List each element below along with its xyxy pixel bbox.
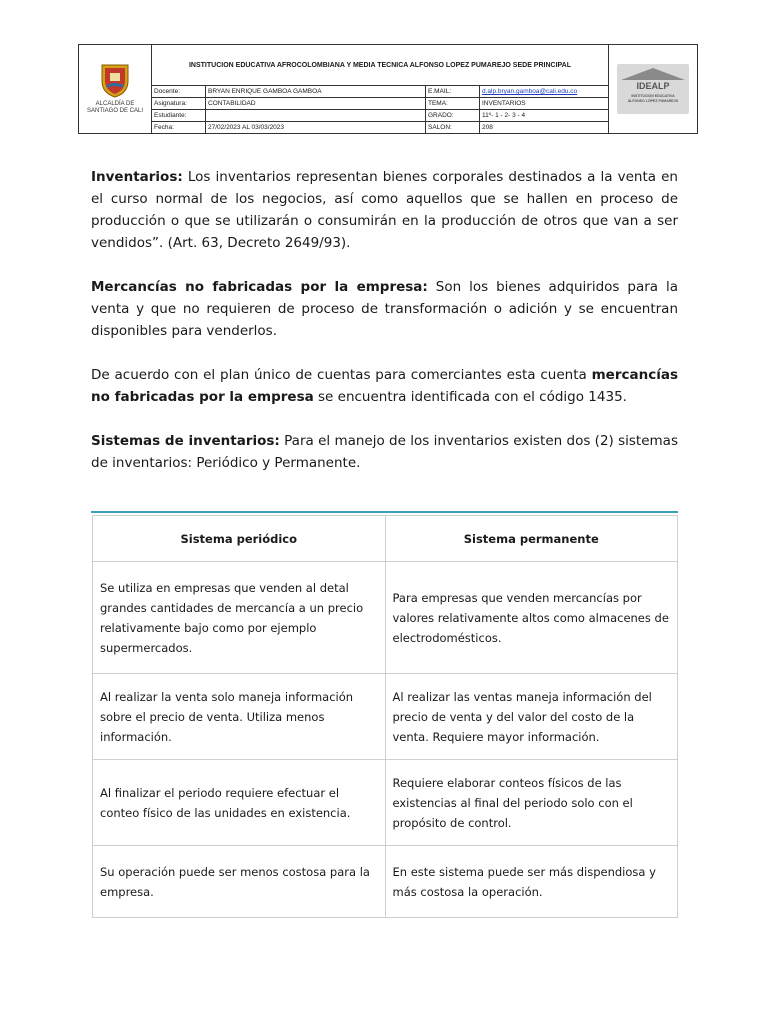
salon-value: 208: [482, 124, 493, 131]
cell-periodico: Se utiliza en empresas que venden al detal grandes cantidades de mercancía a un precio relativamente bajo como por ejemplo supermercados.: [93, 562, 386, 674]
term-sistemas: Sistemas de inventarios:: [91, 433, 280, 449]
idealp-logo-subtitle: [617, 94, 689, 104]
table-top-rule: [91, 511, 678, 513]
term-inventarios: Inventarios:: [91, 169, 183, 185]
plan-cuentas-text-b: se encuentra identificada con el código 1435.: [313, 389, 627, 405]
header-row-docente: [152, 86, 608, 98]
idealp-logo: [617, 64, 689, 114]
email-link[interactable]: d.alp.bryan.gamboa@cali.edu.co: [482, 88, 578, 95]
cell-permanente: En este sistema puede ser más dispendiosa y más costosa la operación.: [385, 846, 678, 918]
definition-mercancias: Son los bienes adquiridos para la venta y que no requieren de proceso de transformación o adición y se encuentran disponibles para venderlos.: [91, 279, 678, 339]
header-row-fecha: [152, 122, 608, 133]
asignatura-label: Asignatura:: [152, 98, 206, 109]
email-label: E.MAIL:: [426, 86, 480, 97]
definition-inventarios: Los inventarios representan bienes corporales destinados a la venta en el curso normal de los negocios, así como aquellos que se hallen en proceso de producción o que se utilizarán o consumirán en la producción de otros que van a ser vendidos”. (Art. 63, Decreto 2649/93).: [91, 169, 678, 251]
fecha-value: 27/02/2023 AL 03/03/2023: [206, 122, 426, 133]
document-body: [91, 166, 678, 496]
header-sistema-periodico: Sistema periódico: [93, 516, 386, 562]
coat-of-arms-icon: [99, 63, 131, 99]
estudiante-label: Estudiante:: [152, 110, 206, 121]
paragraph-mercancias: [91, 276, 678, 342]
tema-label: TEMA:: [426, 98, 480, 109]
paragraph-plan-cuentas: [91, 364, 678, 408]
table-header-row: [93, 516, 678, 562]
header-info-block: [152, 45, 608, 133]
table-row: [93, 562, 678, 674]
docente-label: Docente:: [152, 86, 206, 97]
header-row-estudiante: [152, 110, 608, 122]
logo-caption-line2: SANTIAGO DE CALI: [86, 108, 143, 114]
alcaldia-logo: [79, 45, 152, 133]
plan-cuentas-bold: mercancías no fabricadas por la empresa: [91, 367, 678, 405]
estudiante-value: [206, 110, 426, 121]
definition-sistemas: Para el manejo de los inventarios existen dos (2) sistemas de inventarios: Periódico y Permanente.: [91, 433, 678, 471]
plan-cuentas-text-a: De acuerdo con el plan único de cuentas para comerciantes esta cuenta: [91, 367, 592, 383]
cell-permanente: Requiere elaborar conteos físicos de las existencias al final del periodo solo con el propósito de control.: [385, 760, 678, 846]
inventory-systems-table: [92, 515, 678, 918]
docente-value: BRYAN ENRIQUE GAMBOA GAMBOA: [206, 86, 426, 97]
table-row: [93, 846, 678, 918]
paragraph-sistemas: [91, 430, 678, 474]
header-sistema-permanente: Sistema permanente: [385, 516, 678, 562]
tema-value: INVENTARIOS: [482, 100, 526, 107]
table-row: [93, 674, 678, 760]
fecha-label: Fecha:: [152, 122, 206, 133]
asignatura-value: CONTABILIDAD: [206, 98, 426, 109]
cell-periodico: Al finalizar el periodo requiere efectuar el conteo físico de las unidades en existencia.: [93, 760, 386, 846]
cell-permanente: Al realizar las ventas maneja información del precio de venta y del valor del costo de la venta. Requiere mayor información.: [385, 674, 678, 760]
idealp-logo-cell: [608, 45, 697, 133]
cell-permanente: Para empresas que venden mercancías por valores relativamente altos como almacenes de electrodomésticos.: [385, 562, 678, 674]
institution-title: INSTITUCION EDUCATIVA AFROCOLOMBIANA Y MEDIA TECNICA ALFONSO LOPEZ PUMAREJO SEDE PRINCIPAL: [152, 45, 608, 86]
roof-icon: [621, 68, 685, 80]
paragraph-inventarios: [91, 166, 678, 254]
idealp-sub-line1: INSTITUCION EDUCATIVA: [631, 94, 675, 98]
salon-label: SALON:: [426, 122, 480, 133]
logo-caption-line1: ALCALDÍA DE: [95, 101, 135, 107]
cell-periodico: Su operación puede ser menos costosa para la empresa.: [93, 846, 386, 918]
idealp-logo-text: IDEALP: [636, 81, 670, 91]
table-row: [93, 760, 678, 846]
cell-periodico: Al realizar la venta solo maneja información sobre el precio de venta. Utiliza menos información.: [93, 674, 386, 760]
term-mercancias: Mercancías no fabricadas por la empresa:: [91, 279, 428, 295]
grado-label: GRADO:: [426, 110, 480, 121]
idealp-sub-line2: ALFONSO LÓPEZ PUMAREJO: [627, 99, 679, 103]
grado-value: 11º- 1 - 2- 3 - 4: [482, 112, 526, 119]
document-header: [78, 44, 698, 134]
header-row-asignatura: [152, 98, 608, 110]
email-value: [480, 86, 608, 97]
